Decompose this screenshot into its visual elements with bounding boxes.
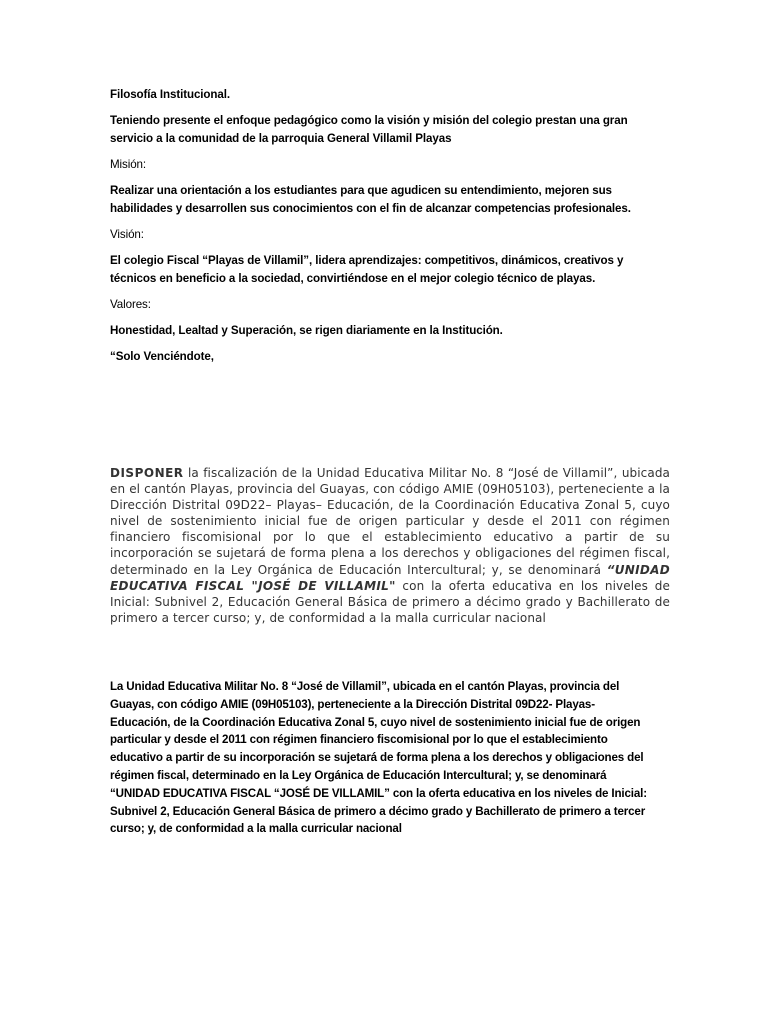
philosophy-section bbox=[110, 86, 670, 374]
vision-label: Visión: bbox=[110, 228, 144, 241]
disponer-keyword: DISPONER bbox=[110, 466, 184, 480]
mission-label: Misión: bbox=[110, 158, 147, 171]
resolution-text-b: con la oferta educativa en los niveles de Inicial: Subnivel 2, Educación General Básica de primero a décimo grado y Bachillerato de primero a tercer curso; y, de conformidad a la malla curricular nacional bbox=[110, 578, 670, 625]
section-title: Filosofía Institucional. bbox=[110, 88, 230, 101]
school-name-emphasis: “UNIDAD EDUCATIVA FISCAL "JOSÉ DE VILLAMIL" bbox=[110, 562, 670, 593]
mission-paragraph: Realizar una orientación a los estudiantes para que agudicen su entendimiento, mejoren sus habilidades y desarrollen sus conocimientos con el fin de alcanzar competencias profesionales. bbox=[110, 184, 631, 215]
vision-paragraph: El colegio Fiscal “Playas de Villamil”, lidera aprendizajes: competitivos, dinámicos, creativos y técnicos en beneficio a la sociedad, convirtiéndose en el mejor colegio técnico de playas. bbox=[110, 254, 624, 285]
resolution-text-a: la fiscalización de la Unidad Educativa Militar No. 8 “José de Villamil”, ubicada en el cantón Playas, provincia del Guayas, con código AMIE (09H05103), perteneciente a la Dirección Distrital 09D22– Playas– Educación, de la Coordinación Educativa Zonal 5, cuyo nivel de sostenimiento inicial fue de origen particular y desde el 2011 con régimen financiero fiscomisional por lo que el establecimiento educativo a partir de su incorporación se sujetará de forma plena a los derechos y obligaciones del régimen fiscal, determinado en la Ley Orgánica de Educación Intercultural; y, se denominará bbox=[110, 466, 670, 577]
intro-paragraph: Teniendo presente el enfoque pedagógico como la visión y misión del colegio prestan una gran servicio a la comunidad de la parroquia General Villamil Playas bbox=[110, 114, 628, 145]
resolution-excerpt bbox=[110, 465, 670, 626]
values-paragraph: Honestidad, Lealtad y Superación, se rigen diariamente en la Institución. bbox=[110, 324, 503, 337]
quote-line: “Solo Venciéndote, bbox=[110, 350, 214, 363]
values-label: Valores: bbox=[110, 298, 151, 311]
school-description-paragraph: La Unidad Educativa Militar No. 8 “José de Villamil”, ubicada en el cantón Playas, provincia del Guayas, con código AMIE (09H05103), perteneciente a la Dirección Distrital 09D22- Playas-Educación, de la Coordinación Educativa Zonal 5, cuyo nivel de sostenimiento inicial fue de origen particular y desde el 2011 con régimen financiero fiscomisional por lo que el establecimiento educativo a partir de su incorporación se sujetará de forma plena a los derechos y obligaciones del régimen fiscal, determinado en la Ley Orgánica de Educación Intercultural; y, se denominará “UNIDAD EDUCATIVA FISCAL “JOSÉ DE VILLAMIL” con la oferta educativa en los niveles de Inicial: Subnivel 2, Educación General Básica de primero a décimo grado y Bachillerato de primero a tercer curso; y, de conformidad a la malla curricular nacional bbox=[110, 680, 647, 836]
